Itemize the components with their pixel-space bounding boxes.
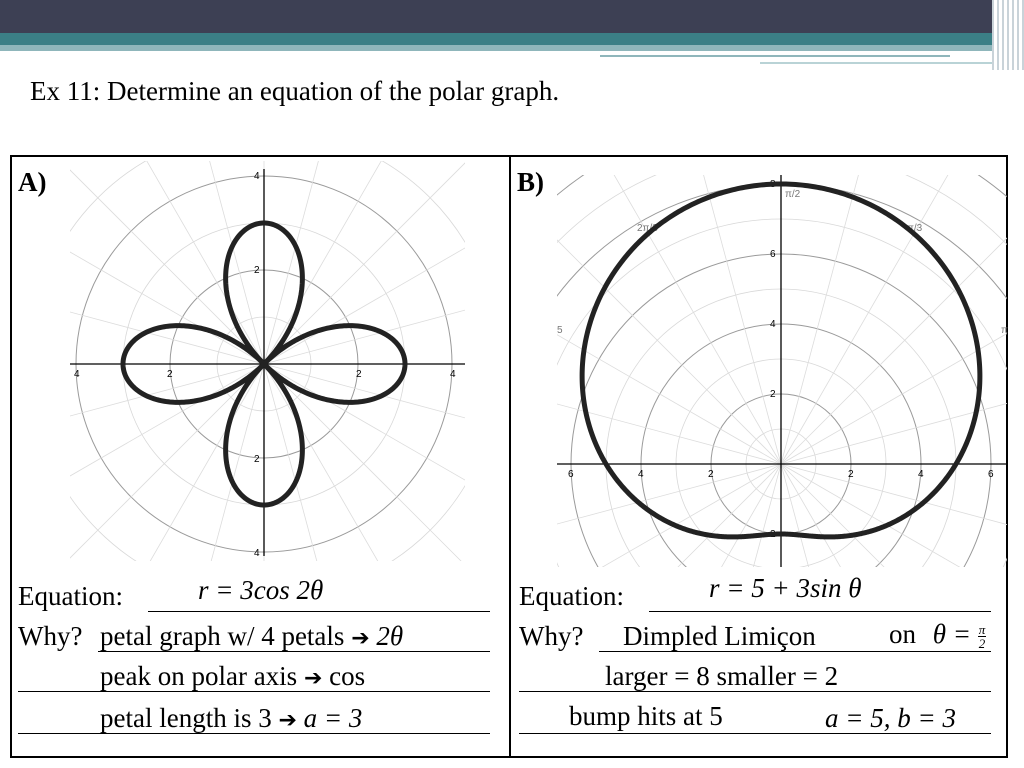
- banner-accent-line: [760, 62, 1024, 64]
- panel-b: [511, 157, 1008, 756]
- tick-label: 2: [770, 529, 776, 540]
- tick-label: 4: [254, 548, 260, 559]
- why-line-3: bump hits at 5: [569, 701, 723, 731]
- arrow-icon: ➔: [278, 708, 297, 733]
- fraction: [978, 623, 987, 650]
- theta-equals: θ =: [932, 619, 971, 649]
- angle-label: 2π/3: [637, 223, 658, 234]
- tick-label: 2: [254, 265, 260, 276]
- banner-dark-band: [0, 0, 1024, 33]
- tick-label: 6: [770, 249, 776, 260]
- fraction-denominator: 2: [978, 636, 986, 652]
- tick-label: 2: [254, 454, 260, 465]
- equation-blank: [148, 611, 490, 612]
- banner-stripes: [992, 0, 1024, 70]
- why-result: a = 3: [303, 703, 363, 733]
- why-text: petal graph w/ 4 petals: [100, 621, 345, 651]
- angle-label: 5: [557, 325, 563, 336]
- why-line-2: larger = 8 smaller = 2: [605, 661, 839, 691]
- tick-label: 2: [848, 469, 854, 480]
- tick-label: 2: [708, 469, 714, 480]
- polar-graph-b: [557, 175, 1007, 567]
- tick-label: 6: [988, 469, 994, 480]
- why-line-1: [623, 621, 816, 652]
- banner-teal-band: [0, 33, 1024, 45]
- equation-answer: r = 5 + 3sin θ: [709, 573, 862, 603]
- example-table: [10, 155, 1008, 758]
- banner-light-band: [0, 45, 1024, 51]
- tick-label: 2: [770, 389, 776, 400]
- why-text: Dimpled Limiçon: [623, 621, 816, 651]
- tick-label: 2: [167, 369, 173, 380]
- why-text: peak on polar axis: [100, 661, 298, 691]
- tick-label: 4: [450, 369, 456, 380]
- angle-label: π/3: [907, 223, 923, 234]
- why-label: Why?: [519, 621, 584, 651]
- why-line-3: [100, 703, 362, 734]
- tick-label: 4: [770, 319, 776, 330]
- why-result: cos: [329, 661, 366, 691]
- why-result: 2θ: [376, 621, 404, 651]
- equation-blank: [649, 611, 991, 612]
- equation-answer: r = 3cos 2θ: [198, 575, 324, 605]
- why-result: a = 5, b = 3: [825, 703, 956, 733]
- tick-label: 4: [74, 369, 80, 380]
- grid-spoke: [264, 98, 530, 364]
- page-title: Ex 11: Determine an equation of the polar graph.: [30, 76, 560, 106]
- tick-label: 4: [638, 469, 644, 480]
- tick-label: 4: [918, 469, 924, 480]
- angle-label: π: [1001, 325, 1008, 336]
- angle-label: π/2: [785, 189, 801, 200]
- why-line-2: [100, 661, 365, 692]
- polar-graph-a: [70, 161, 465, 561]
- arrow-icon: ➔: [351, 626, 370, 651]
- grid-spoke: [0, 98, 264, 364]
- equation-label: Equation:: [18, 581, 123, 611]
- panel-a-label: A): [18, 167, 47, 197]
- tick-label: 6: [568, 469, 574, 480]
- grid-spoke: [781, 28, 1024, 464]
- why-label: Why?: [18, 621, 83, 651]
- equation-label: Equation:: [519, 581, 624, 611]
- why-text: petal length is 3: [100, 703, 272, 733]
- tick-label: 2: [356, 369, 362, 380]
- grid-spoke: [781, 156, 1024, 464]
- why-on-text: on: [889, 619, 916, 649]
- fraction-numerator: π: [978, 622, 986, 638]
- tick-label: 8: [770, 179, 776, 190]
- panel-b-label: B): [517, 167, 544, 197]
- arrow-icon: ➔: [303, 666, 323, 691]
- panel-a: [12, 157, 509, 756]
- header-banner: [0, 0, 1024, 70]
- why-on-theta: [889, 619, 986, 650]
- tick-label: 4: [254, 171, 260, 182]
- why-line-1: [100, 621, 403, 652]
- banner-accent-line: [600, 55, 950, 57]
